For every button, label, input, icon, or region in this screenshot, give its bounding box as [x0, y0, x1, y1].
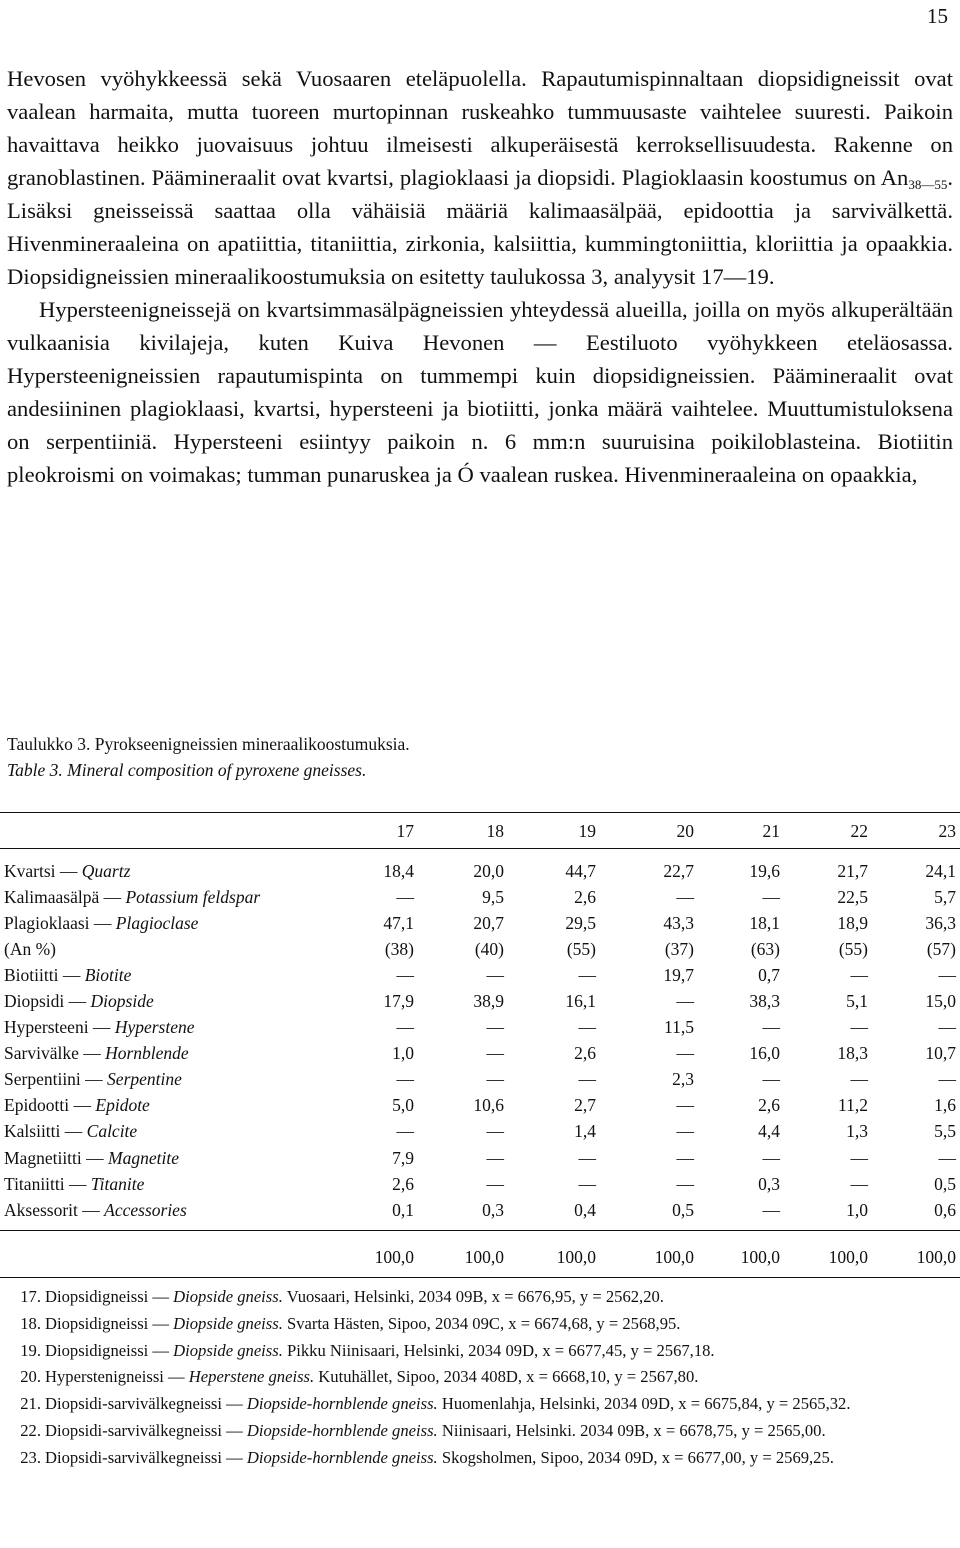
- sample-note-number: 21.: [20, 1394, 41, 1414]
- sample-note-rock-finnish: Diopsidigneissi —: [45, 1340, 174, 1360]
- mineral-value-cell: 43,3: [663, 912, 694, 933]
- table-header-cell: 17: [396, 820, 414, 841]
- paragraph-1-part-a: Hevosen vyöhykkeessä sekä Vuosaaren eteläpuolella. Rapautumispinnaltaan diopsidigneissit ovat vaalean harmaita, mutta tuoreen murtopinnan ruskeahko tummuusaste vaihtelee suuresti. Paikoin havaittava heikko juovaisuus johtuu ilmeisesti alkuperäisestä kerroksellisuudesta. Rakenne on granoblastinen. Päämineraalit ovat kvartsi, plagioklaasi ja diopsidi. Plagioklaasin koostumus on An: [7, 66, 953, 190]
- mineral-name-cell: [0, 1171, 330, 1197]
- sample-note-location: Skogsholmen, Sipoo, 2034 09D, x = 6677,00, y = 2569,25.: [437, 1447, 834, 1467]
- mineral-value-cell: 29,5: [565, 912, 596, 933]
- mineral-value-cell: —: [762, 1017, 780, 1038]
- mineral-name-cell: [0, 1145, 330, 1171]
- sample-note-location: Niinisaari, Helsinki. 2034 09B, x = 6678,75, y = 2565,00.: [437, 1420, 826, 1440]
- mineral-name-english: Serpentine: [107, 1069, 182, 1090]
- mineral-name-finnish: Sarvivälke —: [4, 1043, 106, 1064]
- mineral-value-cell: —: [938, 964, 956, 985]
- mineral-value-cell: —: [486, 1173, 504, 1194]
- table-row: [0, 1093, 960, 1119]
- mineral-name-cell: [0, 1067, 330, 1093]
- mineral-name-english: Plagioclase: [115, 912, 199, 933]
- mineral-name-english: Accessories: [104, 1199, 187, 1220]
- table-total-cell: 100,0: [374, 1246, 414, 1267]
- mineral-value-cell: —: [486, 1069, 504, 1090]
- sample-note-rock-finnish: Diopsidi-sarvivälkegneissi —: [45, 1420, 247, 1440]
- mineral-name-finnish: Plagioklaasi —: [4, 912, 116, 933]
- mineral-value-cell: 2,7: [574, 1095, 596, 1116]
- sample-note-rock-english: Diopside gneiss.: [173, 1313, 283, 1333]
- mineral-name-finnish: Aksessorit —: [4, 1199, 105, 1220]
- mineral-value-cell: 20,0: [473, 860, 504, 881]
- mineral-value-cell: (40): [474, 938, 504, 959]
- mineral-value-cell: 2,6: [392, 1173, 414, 1194]
- mineral-value-cell: 1,6: [934, 1095, 956, 1116]
- table-row: [0, 1197, 960, 1223]
- mineral-value-cell: 0,6: [934, 1199, 956, 1220]
- table-row: [0, 1145, 960, 1171]
- mineral-value-cell: 0,5: [934, 1173, 956, 1194]
- mineral-value-cell: 24,1: [925, 860, 956, 881]
- mineral-value-cell: 47,1: [383, 912, 414, 933]
- mineral-value-cell: —: [850, 1017, 868, 1038]
- mineral-value-cell: —: [676, 886, 694, 907]
- table-caption-finnish: Taulukko 3. Pyrokseenigneissien mineraalikoostumuksia.: [7, 734, 410, 754]
- mineral-value-cell: 20,7: [473, 912, 504, 933]
- mineral-name-finnish: Serpentiini —: [4, 1069, 108, 1090]
- table-row: [0, 884, 960, 910]
- mineral-name-cell: [0, 1015, 330, 1041]
- table-header-cell: 21: [762, 820, 780, 841]
- mineral-name-finnish: Titaniitti —: [4, 1173, 91, 1194]
- table-total-cell: 100,0: [916, 1246, 956, 1267]
- mineral-value-cell: 5,7: [934, 886, 956, 907]
- sample-note: [0, 1445, 950, 1472]
- mineral-name-english: Hornblende: [105, 1043, 189, 1064]
- mineral-name-english: Calcite: [86, 1121, 138, 1142]
- sample-note-rock-english: Diopside gneiss.: [173, 1287, 283, 1306]
- table-header-cell: 22: [850, 820, 868, 841]
- mineral-value-cell: 11,5: [664, 1017, 694, 1038]
- mineral-name-english: Epidote: [95, 1095, 150, 1116]
- mineral-value-cell: 0,5: [672, 1199, 694, 1220]
- table-row: [0, 910, 960, 936]
- sample-note-text: [45, 1418, 950, 1445]
- sample-note-rock-finnish: Hyperstenigneissi —: [45, 1367, 189, 1387]
- mineral-value-cell: 7,9: [392, 1147, 414, 1168]
- table-row: [0, 858, 960, 884]
- mineral-value-cell: —: [762, 1147, 780, 1168]
- mineral-value-cell: 17,9: [383, 991, 414, 1012]
- sample-note-rock-finnish: Diopsidigneissi —: [45, 1313, 174, 1333]
- mineral-value-cell: 1,4: [574, 1121, 596, 1142]
- table-spacer-cell: [0, 1223, 960, 1233]
- table-total-cell: 100,0: [654, 1246, 694, 1267]
- mineral-value-cell: —: [396, 1069, 414, 1090]
- sample-note-location: Vuosaari, Helsinki, 2034 09B, x = 6676,95, y = 2562,20.: [282, 1287, 664, 1306]
- table-total-cell: 100,0: [740, 1246, 780, 1267]
- mineral-value-cell: —: [578, 964, 596, 985]
- mineral-name-finnish: (An %): [4, 938, 56, 959]
- sample-note-rock-finnish: Diopsidigneissi —: [45, 1287, 174, 1306]
- mineral-value-cell: 1,0: [846, 1199, 868, 1220]
- mineral-value-cell: 10,6: [473, 1095, 504, 1116]
- mineral-value-cell: —: [676, 991, 694, 1012]
- mineral-value-cell: —: [578, 1017, 596, 1038]
- table-header-row: [0, 814, 960, 848]
- mineral-value-cell: —: [486, 1043, 504, 1064]
- mineral-name-english: Titanite: [90, 1173, 145, 1194]
- mineral-name-cell: [0, 1119, 330, 1145]
- mineral-value-cell: —: [486, 964, 504, 985]
- mineral-value-cell: 19,6: [749, 860, 780, 881]
- table-row: [0, 1015, 960, 1041]
- sample-note-number: 22.: [20, 1420, 41, 1440]
- mineral-name-english: Biotite: [84, 964, 132, 985]
- mineral-value-cell: —: [486, 1121, 504, 1142]
- table-spacer-row: [0, 1223, 960, 1233]
- mineral-value-cell: (55): [838, 938, 868, 959]
- mineral-value-cell: 38,3: [749, 991, 780, 1012]
- table-header-cell: 19: [578, 820, 596, 841]
- mineral-value-cell: 9,5: [482, 886, 504, 907]
- sample-note-text: [45, 1338, 950, 1365]
- table-caption-english-text: Mineral composition of pyroxene gneisses.: [67, 760, 367, 780]
- mineral-value-cell: —: [850, 1147, 868, 1168]
- table-caption-english: [7, 760, 366, 781]
- mineral-value-cell: —: [676, 1173, 694, 1194]
- mineral-value-cell: —: [396, 964, 414, 985]
- sample-note-text: [45, 1311, 950, 1338]
- mineral-value-cell: 36,3: [925, 912, 956, 933]
- mineral-value-cell: 5,0: [392, 1095, 414, 1116]
- mineral-name-finnish: Kalimaasälpä —: [4, 886, 126, 907]
- mineral-value-cell: 44,7: [565, 860, 596, 881]
- mineral-value-cell: 2,3: [672, 1069, 694, 1090]
- mineral-value-cell: —: [676, 1121, 694, 1142]
- table-total-label-empty: [0, 1233, 330, 1273]
- table-spacer-cell: [0, 848, 960, 858]
- mineral-value-cell: —: [850, 1069, 868, 1090]
- mineral-value-cell: 0,3: [758, 1173, 780, 1194]
- mineral-name-english: Quartz: [81, 860, 131, 881]
- mineral-value-cell: —: [676, 1043, 694, 1064]
- mineral-name-english: Magnetite: [108, 1147, 179, 1168]
- mineral-value-cell: 22,7: [663, 860, 694, 881]
- sample-note-rock-english: Diopside-hornblende gneiss.: [246, 1447, 438, 1467]
- mineral-name-finnish: Diopsidi —: [4, 991, 91, 1012]
- mineral-value-cell: 4,4: [758, 1121, 780, 1142]
- mineral-name-finnish: Biotiitti —: [4, 964, 85, 985]
- table-header-empty: [0, 814, 330, 848]
- mineral-value-cell: 2,6: [758, 1095, 780, 1116]
- mineral-value-cell: (57): [926, 938, 956, 959]
- mineral-value-cell: 18,9: [837, 912, 868, 933]
- table-header-cell: 20: [676, 820, 694, 841]
- sample-note-rock-finnish: Diopsidi-sarvivälkegneissi —: [45, 1447, 247, 1467]
- table-caption-english-prefix: Table 3.: [7, 760, 63, 780]
- table-body: [0, 848, 960, 1273]
- table-row: [0, 1041, 960, 1067]
- body-text: [7, 62, 953, 491]
- table-spacer-row: [0, 848, 960, 858]
- table-row: [0, 1067, 960, 1093]
- mineral-name-cell: [0, 884, 330, 910]
- table-row: [0, 936, 960, 962]
- mineral-name-cell: [0, 936, 330, 962]
- table-row: [0, 962, 960, 988]
- sample-note-text: [45, 1284, 950, 1311]
- mineral-name-cell: [0, 962, 330, 988]
- table-header-cell: 18: [486, 820, 504, 841]
- mineral-value-cell: 11,2: [838, 1095, 868, 1116]
- mineral-name-cell: [0, 1197, 330, 1223]
- table-row: [0, 1171, 960, 1197]
- mineral-name-finnish: Magnetiitti —: [4, 1147, 109, 1168]
- mineral-value-cell: 10,7: [925, 1043, 956, 1064]
- mineral-value-cell: 16,0: [749, 1043, 780, 1064]
- sample-note-text: [45, 1445, 950, 1472]
- mineral-value-cell: —: [486, 1017, 504, 1038]
- table-row: [0, 988, 960, 1014]
- sample-note-text: [45, 1364, 950, 1391]
- mineral-composition-table: [0, 814, 960, 1273]
- paragraph-1-part-b: . Lisäksi gneisseissä saattaa olla vähäisiä määriä kalimaasälpää, epidoottia ja sarvivälkettä. Hivenmineraaleina on apatiittia, titaniittia, zirkonia, kalsiittia, kummingtoniittia, kloriittia ja opaakkia. Diopsidigneissien mineraalikoostumuksia on esitetty taulukossa 3, analyysit 17—19.: [7, 165, 953, 289]
- table-total-cell: 100,0: [556, 1246, 596, 1267]
- table-header-cell: 23: [938, 820, 956, 841]
- table-total-cell: 100,0: [464, 1246, 504, 1267]
- sample-note-text: [45, 1391, 950, 1418]
- sample-note-number: 18.: [20, 1313, 41, 1333]
- sample-note-number: 20.: [20, 1367, 41, 1387]
- mineral-value-cell: —: [676, 1095, 694, 1116]
- mineral-value-cell: 15,0: [925, 991, 956, 1012]
- mineral-value-cell: —: [850, 964, 868, 985]
- mineral-value-cell: —: [396, 1017, 414, 1038]
- paragraph-diopside-gneiss: [7, 62, 953, 293]
- sample-note: [0, 1391, 950, 1418]
- table-bottom-rule: [0, 1277, 960, 1278]
- mineral-name-cell: [0, 988, 330, 1014]
- mineral-value-cell: 0,4: [574, 1199, 596, 1220]
- mineral-value-cell: 2,6: [574, 1043, 596, 1064]
- sample-notes: [0, 1284, 950, 1472]
- mineral-value-cell: —: [762, 1199, 780, 1220]
- mineral-value-cell: (55): [566, 938, 596, 959]
- mineral-value-cell: (63): [750, 938, 780, 959]
- sample-note-number: 23.: [20, 1447, 41, 1467]
- sample-note-location: Huomenlahja, Helsinki, 2034 09D, x = 6675,84, y = 2565,32.: [437, 1394, 851, 1414]
- mineral-name-finnish: Kvartsi —: [4, 860, 82, 881]
- mineral-value-cell: —: [396, 1121, 414, 1142]
- page-number: 15: [927, 4, 948, 28]
- mineral-value-cell: —: [762, 1069, 780, 1090]
- mineral-value-cell: 38,9: [473, 991, 504, 1012]
- sample-note: [0, 1311, 950, 1338]
- sample-note: [0, 1338, 950, 1365]
- table-row: [0, 1119, 960, 1145]
- sample-note-rock-finnish: Diopsidi-sarvivälkegneissi —: [45, 1394, 247, 1414]
- sample-note: [0, 1284, 950, 1311]
- mineral-value-cell: —: [486, 1147, 504, 1168]
- sample-note-rock-english: Diopside-hornblende gneiss.: [246, 1394, 438, 1414]
- mineral-value-cell: 18,4: [383, 860, 414, 881]
- mineral-value-cell: —: [762, 886, 780, 907]
- mineral-value-cell: 0,7: [758, 964, 780, 985]
- mineral-value-cell: —: [396, 886, 414, 907]
- mineral-name-finnish: Epidootti —: [4, 1095, 96, 1116]
- mineral-name-finnish: Kalsiitti —: [4, 1121, 87, 1142]
- mineral-value-cell: 5,1: [846, 991, 868, 1012]
- sample-note-rock-english: Heperstene gneiss.: [188, 1367, 315, 1387]
- mineral-value-cell: —: [850, 1173, 868, 1194]
- sample-note: [0, 1364, 950, 1391]
- mineral-name-cell: [0, 910, 330, 936]
- mineral-name-english: Hyperstene: [114, 1017, 195, 1038]
- mineral-value-cell: 5,5: [934, 1121, 956, 1142]
- mineral-name-cell: [0, 858, 330, 884]
- mineral-value-cell: (37): [664, 938, 694, 959]
- sample-note: [0, 1418, 950, 1445]
- sample-note-location: Kutuhället, Sipoo, 2034 408D, x = 6668,10, y = 2567,80.: [314, 1367, 699, 1387]
- mineral-value-cell: 22,5: [837, 886, 868, 907]
- mineral-value-cell: 0,1: [392, 1199, 414, 1220]
- mineral-value-cell: —: [676, 1147, 694, 1168]
- table-total-row: [0, 1233, 960, 1273]
- mineral-name-english: Diopside: [90, 991, 154, 1012]
- table-total-cell: 100,0: [828, 1246, 868, 1267]
- mineral-value-cell: 2,6: [574, 886, 596, 907]
- mineral-value-cell: —: [578, 1173, 596, 1194]
- mineral-name-finnish: Hypersteeni —: [4, 1017, 115, 1038]
- mineral-value-cell: 18,3: [837, 1043, 868, 1064]
- sample-note-rock-english: Diopside gneiss.: [173, 1340, 283, 1360]
- paragraph-hypersthene-gneiss: Hypersteenigneissejä on kvartsimmasälpägneissien yhteydessä alueilla, joilla on myös alkuperältään vulkaanisia kivilajeja, kuten Kuiva Hevonen — Eestiluoto vyöhykkeen eteläosassa. Hypersteenigneissien rapautumispinta on tummempi kuin diopsidigneissien. Päämineraalit ovat andesiininen plagioklaasi, kvartsi, hypersteeni ja biotiitti, jonka määrä vaihtelee. Muuttumistuloksena on serpentiiniä. Hypersteeni esiintyy paikoin n. 6 mm:n suuruisina poikiloblasteina. Biotiitin pleokroismi on voimakas; tumman punaruskea ja Ó vaalean ruskea. Hivenmineraaleina on opaakkia,: [7, 297, 953, 487]
- sample-note-number: 19.: [20, 1340, 41, 1360]
- mineral-value-cell: —: [578, 1069, 596, 1090]
- mineral-value-cell: —: [938, 1069, 956, 1090]
- mineral-value-cell: 18,1: [749, 912, 780, 933]
- mineral-value-cell: 1,3: [846, 1121, 868, 1142]
- mineral-value-cell: —: [938, 1017, 956, 1038]
- sample-note-number: 17.: [20, 1287, 41, 1306]
- mineral-name-cell: [0, 1041, 330, 1067]
- sample-note-rock-english: Diopside-hornblende gneiss.: [246, 1420, 438, 1440]
- mineral-value-cell: (38): [384, 938, 414, 959]
- sample-note-location: Pikku Niinisaari, Helsinki, 2034 09D, x = 6677,45, y = 2567,18.: [282, 1340, 715, 1360]
- sample-note-location: Svarta Hästen, Sipoo, 2034 09C, x = 6674,68, y = 2568,95.: [282, 1313, 681, 1333]
- mineral-value-cell: —: [938, 1147, 956, 1168]
- mineral-value-cell: 0,3: [482, 1199, 504, 1220]
- mineral-value-cell: 21,7: [837, 860, 868, 881]
- mineral-name-english: Potassium feldspar: [125, 886, 261, 907]
- mineral-value-cell: 16,1: [565, 991, 596, 1012]
- mineral-name-cell: [0, 1093, 330, 1119]
- anorthite-subscript: 38—55: [908, 177, 948, 192]
- mineral-value-cell: 1,0: [392, 1043, 414, 1064]
- mineral-value-cell: —: [578, 1147, 596, 1168]
- mineral-value-cell: 19,7: [663, 964, 694, 985]
